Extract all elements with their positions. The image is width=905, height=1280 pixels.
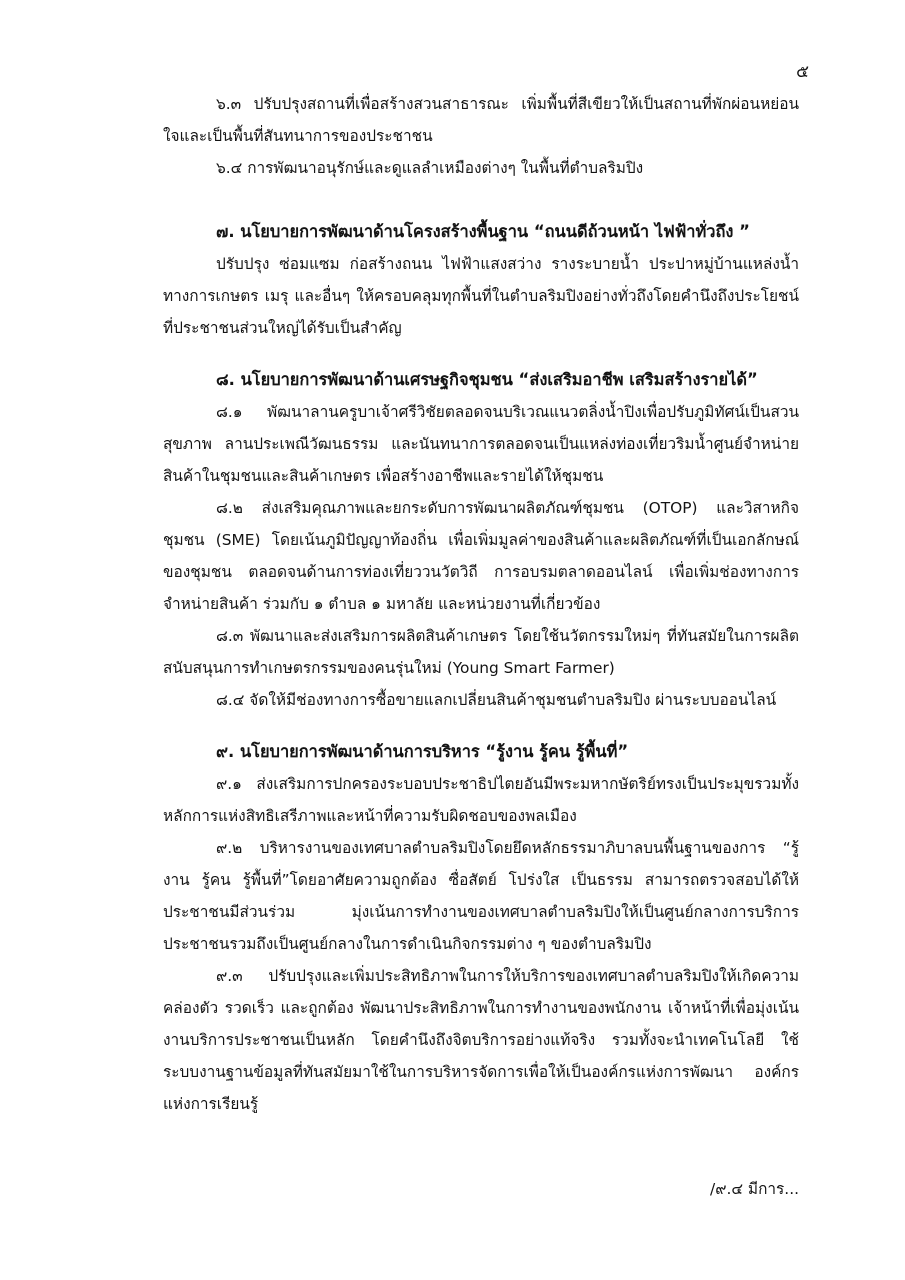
paragraph-9-3: ๙.๓ ปรับปรุงและเพิ่มประสิทธิภาพในการให้บริการของเทศบาลตำบลริมปิงให้เกิดความคล่องตัว รวดเร็ว และถูกต้อง พัฒนาประสิทธิภาพในการทำงานของพนักงาน เจ้าหน้าที่เพื่อมุ่งเน้นงานบริการประชาชนเป็นหลัก โดยคำนึงถึงจิตบริการอย่างแท้จริง รวมทั้งจะนำเทคโนโลยี ใช้ระบบงานฐานข้อมูลที่ทันสมัยมาใช้ในการบริหารจัดการเพื่อให้เป็นองค์กรแห่งการพัฒนา องค์กรแห่งการเรียนรู้ [163, 967, 799, 1113]
paragraph-8-4: ๘.๔ จัดให้มีช่องทางการซื้อขายแลกเปลี่ยนสินค้าชุมชนตำบลริมปิง ผ่านระบบออนไลน์ [216, 691, 777, 709]
continuation-note: /๙.๔ มีการ... [710, 1180, 799, 1198]
paragraph-9-2: ๙.๒ บริหารงานของเทศบาลตำบลริมปิงโดยยึดหลักธรรมาภิบาลบนพื้นฐานของการ “รู้งาน รู้คน รู้พื้นที่”โดยอาศัยความถูกต้อง ซื่อสัตย์ โปร่งใส เป็นธรรม สามารถตรวจสอบได้ให้ประชาชนมีส่วนร่วม มุ่งเน้นการทำงานของเทศบาลตำบลริมปิงให้เป็นศูนย์กลางการบริการประชาชนรวมถึงเป็นศูนย์กลางในการดำเนินกิจกรรมต่าง ๆ ของตำบลริมปิง [163, 839, 799, 953]
paragraph-6-4: ๖.๔ การพัฒนาอนุรักษ์และดูแลลำเหมืองต่างๆ ในพื้นที่ตำบลริมปิง [216, 159, 644, 177]
paragraph-6-3: ๖.๓ ปรับปรุงสถานที่เพื่อสร้างสวนสาธารณะ เพิ่มพื้นที่สีเขียวให้เป็นสถานที่พักผ่อนหย่อนใจและเป็นพื้นที่สันทนาการของประชาชน [163, 95, 799, 145]
heading-policy-8: ๘. นโยบายการพัฒนาด้านเศรษฐกิจชุมชน “ส่งเสริมอาชีพ เสริมสร้างรายได้” [216, 370, 758, 389]
paragraph-9-1: ๙.๑ ส่งเสริมการปกครองระบอบประชาธิปไตยอันมีพระมหากษัตริย์ทรงเป็นประมุขรวมทั้งหลักการแห่งสิทธิเสรีภาพและหน้าที่ความรับผิดชอบของพลเมือง [163, 775, 799, 825]
heading-policy-9: ๙. นโยบายการพัฒนาด้านการบริหาร “รู้งาน รู้คน รู้พื้นที่” [216, 742, 629, 761]
page-number: ๕ [796, 62, 809, 82]
paragraph-8-1: ๘.๑ พัฒนาลานครูบาเจ้าศรีวิชัยตลอดจนบริเวณแนวตลิ่งน้ำปิงเพื่อปรับภูมิทัศน์เป็นสวนสุขภาพ ลานประเพณีวัฒนธรรม และนันทนาการตลอดจนเป็นแหล่งท่องเที่ยวริมน้ำศูนย์จำหน่ายสินค้าในชุมชนและสินค้าเกษตร เพื่อสร้างอาชีพและรายได้ให้ชุมชน [163, 403, 799, 485]
heading-policy-7: ๗. นโยบายการพัฒนาด้านโครงสร้างพื้นฐาน “ถนนดีถ้วนหน้า ไฟฟ้าทั่วถึง ” [216, 222, 750, 241]
document-body [163, 88, 799, 1120]
paragraph-7-body: ปรับปรุง ซ่อมแซม ก่อสร้างถนน ไฟฟ้าแสงสว่าง รางระบายน้ำ ประปาหมู่บ้านแหล่งน้ำทางการเกษตร เมรุ และอื่นๆ ให้ครอบคลุมทุกพื้นที่ในตำบลริมปิงอย่างทั่วถึงโดยคำนึงถึงประโยชน์ที่ประชาชนส่วนใหญ่ได้รับเป็นสำคัญ [163, 255, 799, 337]
paragraph-8-3: ๘.๓ พัฒนาและส่งเสริมการผลิตสินค้าเกษตร โดยใช้นวัตกรรมใหม่ๆ ที่ทันสมัยในการผลิต สนับสนุนการทำเกษตรกรรมของคนรุ่นใหม่ (Young Smart Farmer) [163, 627, 799, 677]
paragraph-8-2: ๘.๒ ส่งเสริมคุณภาพและยกระดับการพัฒนาผลิตภัณฑ์ชุมชน (OTOP) และวิสาหกิจชุมชน (SME) โดยเน้นภูมิปัญญาท้องถิ่น เพื่อเพิ่มมูลค่าของสินค้าและผลิตภัณฑ์ที่เป็นเอกลักษณ์ของชุมชน ตลอดจนด้านการท่องเที่ยววนวัตวิถี การอบรมตลาดออนไลน์ เพื่อเพิ่มช่องทางการจำหน่ายสินค้า ร่วมกับ ๑ ตำบล ๑ มหาลัย และหน่วยงานที่เกี่ยวข้อง [163, 499, 799, 613]
